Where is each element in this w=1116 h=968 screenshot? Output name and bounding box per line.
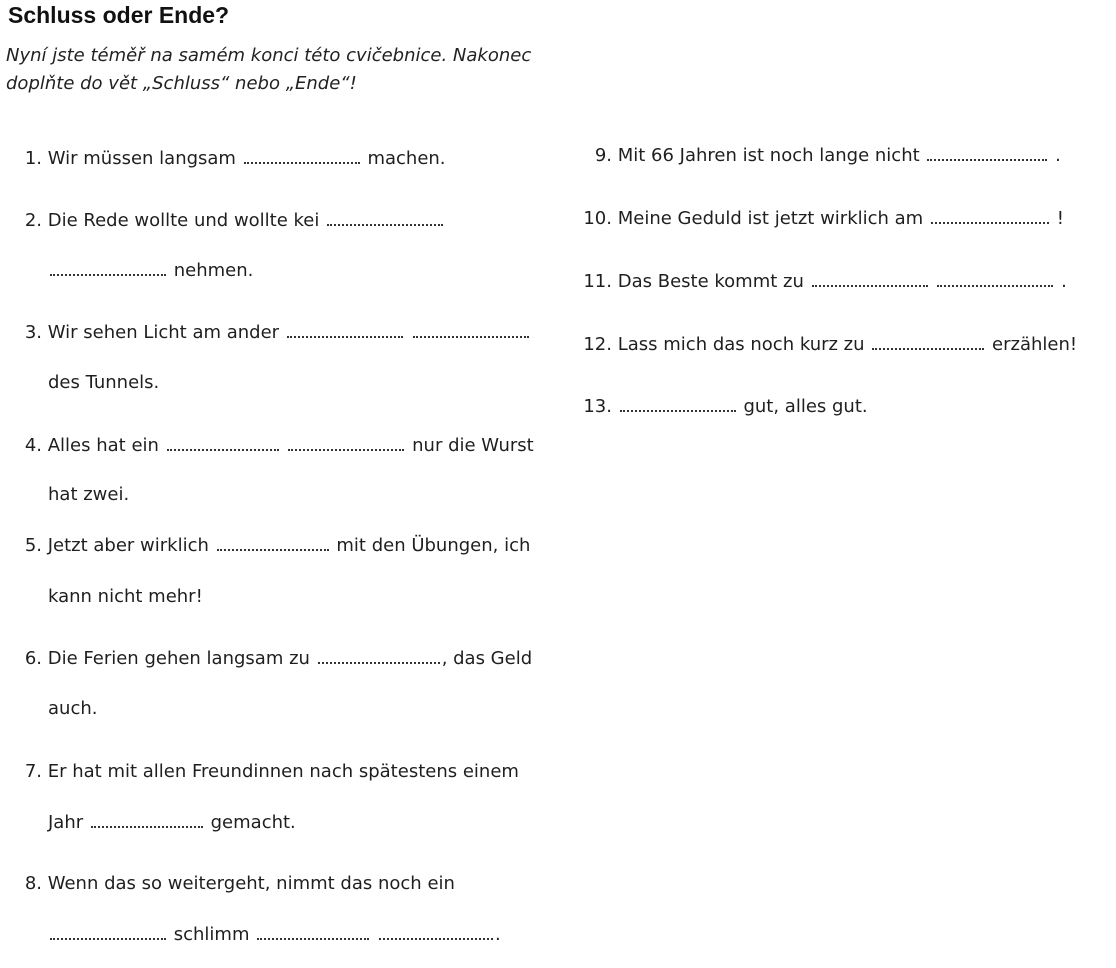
sentence-number: 1. (24, 148, 42, 169)
blank[interactable] (937, 281, 1053, 287)
sentence-3-continued (48, 372, 159, 393)
sentence-text: Meine Geduld ist jetzt wirklich am (617, 208, 924, 229)
sentence-text: nehmen. (173, 260, 254, 281)
blank[interactable] (287, 332, 403, 338)
blank[interactable] (931, 218, 1049, 224)
sentence-text: ! (1056, 208, 1064, 229)
blank[interactable] (50, 934, 166, 940)
sentence-7 (14, 761, 519, 782)
sentence-number: 6. (24, 648, 42, 669)
sentence-text: Die Rede wollte und wollte kei (47, 210, 320, 231)
sentence-7-continued (48, 812, 296, 833)
sentence-4-continued (48, 484, 129, 505)
sentence-number: 13. (583, 396, 612, 417)
sentence-number: 2. (24, 210, 42, 231)
sentence-8 (14, 873, 455, 894)
sentence-number: 3. (24, 322, 42, 343)
sentence-text: Er hat mit allen Freundinnen nach spätestens einem (47, 761, 519, 782)
sentence-10 (576, 208, 1064, 229)
sentence-number: 5. (24, 535, 42, 556)
sentence-2-continued (48, 260, 253, 281)
sentence-number: 4. (24, 435, 42, 456)
sentence-text: schlimm (173, 924, 250, 945)
sentence-13 (576, 396, 868, 417)
sentence-text: gut, alles gut. (743, 396, 868, 417)
sentence-text: Jetzt aber wirklich (47, 535, 209, 556)
sentence-text: . (1055, 145, 1061, 166)
blank[interactable] (50, 270, 166, 276)
blank[interactable] (244, 158, 360, 164)
sentence-5-continued (48, 586, 203, 607)
blank[interactable] (318, 658, 440, 664)
sentence-number: 10. (583, 208, 612, 229)
sentence-text: Jahr (48, 812, 84, 833)
sentence-text: Das Beste kommt zu (617, 271, 804, 292)
sentence-5 (14, 535, 530, 556)
sentence-number: 12. (583, 334, 612, 355)
sentence-text: Wir müssen langsam (47, 148, 236, 169)
sentence-text: Wenn das so weitergeht, nimmt das noch ein (47, 873, 455, 894)
sentence-text: , das Geld (441, 648, 533, 669)
sentence-1 (14, 148, 446, 169)
sentence-text: Die Ferien gehen langsam zu (47, 648, 310, 669)
sentence-text: kann nicht mehr! (48, 586, 203, 607)
sentence-text: Mit 66 Jahren ist noch lange nicht (617, 145, 920, 166)
sentence-number: 8. (24, 873, 42, 894)
blank[interactable] (620, 406, 736, 412)
blank[interactable] (812, 281, 928, 287)
blank[interactable] (167, 445, 279, 451)
sentence-9 (576, 145, 1061, 166)
sentence-number: 11. (583, 271, 612, 292)
sentence-text: mit den Übungen, ich (336, 535, 531, 556)
sentence-6-continued (48, 698, 97, 719)
sentence-text: Alles hat ein (47, 435, 159, 456)
blank[interactable] (91, 822, 203, 828)
sentence-text: . (494, 924, 501, 945)
sentence-12 (576, 334, 1077, 355)
blank[interactable] (288, 445, 404, 451)
blank[interactable] (872, 344, 984, 350)
instruction-line-2: doplňte do vět „Schluss“ nebo „Ende“! (6, 73, 357, 94)
sentence-2 (14, 210, 445, 231)
blank[interactable] (327, 220, 443, 226)
sentence-11 (576, 271, 1067, 292)
sentence-text: auch. (48, 698, 98, 719)
sentence-text: hat zwei. (48, 484, 130, 505)
blank[interactable] (379, 934, 493, 940)
blank[interactable] (257, 934, 369, 940)
sentence-text: . (1061, 271, 1067, 292)
sentence-6 (14, 648, 532, 669)
sentence-number: 7. (24, 761, 42, 782)
sentence-text: Lass mich das noch kurz zu (617, 334, 865, 355)
sentence-4 (14, 435, 534, 456)
exercise-title: Schluss oder Ende? (8, 2, 230, 28)
sentence-text: gemacht. (210, 812, 296, 833)
sentence-text: Wir sehen Licht am ander (47, 322, 280, 343)
sentence-8-continued (48, 924, 501, 945)
blank[interactable] (217, 545, 329, 551)
sentence-text: machen. (367, 148, 446, 169)
blank[interactable] (927, 155, 1047, 161)
instruction-line-1: Nyní jste téměř na samém konci této cvičebnice. Nakonec (6, 45, 532, 66)
instructions (6, 42, 566, 98)
sentence-text: des Tunnels. (48, 372, 160, 393)
sentence-text: nur die Wurst (412, 435, 534, 456)
blank[interactable] (413, 332, 529, 338)
sentence-text: erzählen! (992, 334, 1078, 355)
sentence-number: 9. (594, 145, 612, 166)
sentence-3 (14, 322, 531, 343)
